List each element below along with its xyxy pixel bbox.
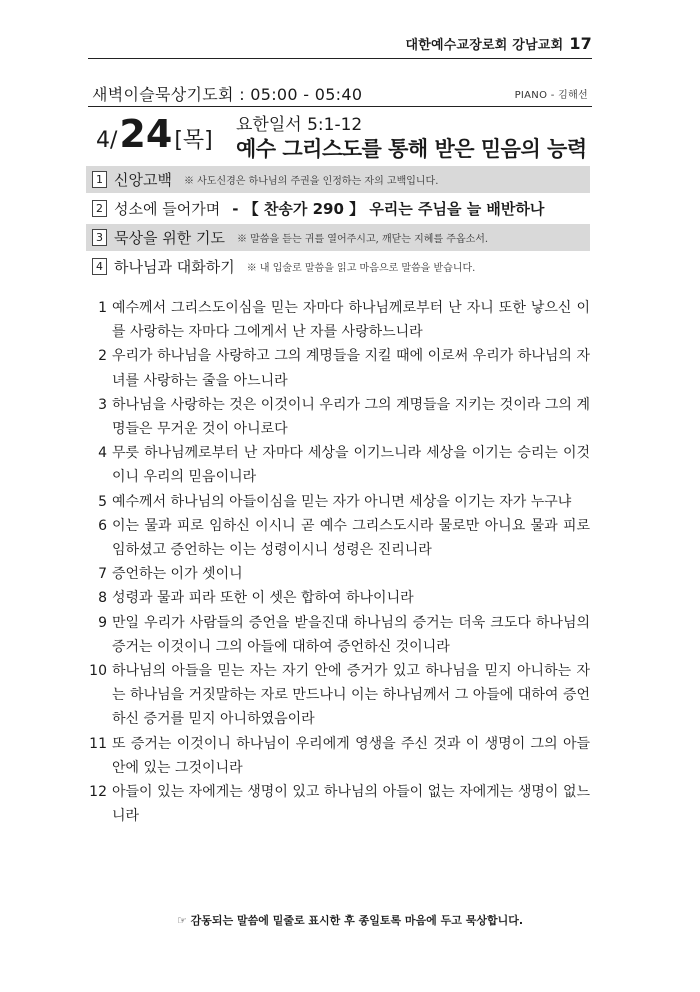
verse	[88, 490, 590, 514]
verse-number: 5	[98, 493, 107, 510]
church-name: 대한예수교장로회 강남교회	[405, 38, 564, 53]
scripture-reference: 요한일서 5:1-12	[236, 115, 363, 135]
verse	[88, 611, 590, 659]
verse-number: 6	[98, 517, 107, 534]
verse	[88, 441, 590, 489]
verse	[88, 732, 590, 780]
page-number: 17	[569, 34, 592, 53]
verse-number: 12	[89, 784, 107, 801]
hymn-title: - 【 찬송가 290 】 우리는 주님을 늘 배반하나	[232, 200, 545, 218]
order-note: ※ 내 입술로 말씀을 읽고 마음으로 말씀을 받습니다.	[246, 263, 476, 274]
verse-number: 8	[98, 590, 107, 607]
verse-text: 예수께서 그리스도이심을 믿는 자마다 하나님께로부터 난 자니 또한 낳으신 이를 사랑하는 자마다 그에게서 난 자를 사랑하느니라	[112, 300, 590, 341]
verse	[88, 780, 590, 828]
order-item-hymn	[86, 195, 590, 222]
order-item-reading	[86, 253, 590, 280]
order-number: 4	[92, 258, 107, 275]
verse-text: 또 증거는 이것이니 하나님이 우리에게 영생을 주신 것과 이 생명이 그의 아들 안에 있는 그것이니라	[112, 735, 590, 776]
verse	[88, 586, 590, 610]
verse-number: 3	[98, 396, 107, 413]
verse	[88, 344, 590, 392]
date-day: 24	[119, 112, 173, 156]
verse-text: 만일 우리가 사람들의 증언을 받을진대 하나님의 증거는 더욱 크도다 하나님의 증거는 이것이니 그의 아들에 대하여 증언하신 것이니라	[112, 614, 590, 655]
verse-text: 무릇 하나님께로부터 난 자마다 세상을 이기느니라 세상을 이기는 승리는 이것이니 우리의 믿음이니라	[112, 445, 590, 486]
order-label: 하나님과 대화하기	[114, 258, 235, 276]
date-weekday: [목]	[174, 128, 213, 153]
order-label: 성소에 들어가며	[114, 200, 221, 218]
order-item-prayer	[86, 224, 590, 251]
order-note: ※ 말씀을 듣는 귀를 열어주시고, 깨닫는 지혜를 주옵소서.	[236, 234, 489, 245]
verse	[88, 514, 590, 562]
verse-text: 증언하는 이가 셋이니	[112, 566, 243, 583]
order-label: 신앙고백	[114, 171, 172, 189]
order-note: ※ 사도신경은 하나님의 주권을 인정하는 자의 고백입니다.	[183, 176, 439, 187]
verse-number: 7	[98, 566, 107, 583]
verse-text: 우리가 하나님을 사랑하고 그의 계명들을 지킬 때에 이로써 우리가 하나님의 자녀를 사랑하는 줄을 아느니라	[112, 348, 590, 389]
order-number: 1	[92, 171, 107, 188]
verse-number: 1	[98, 300, 107, 316]
order-number: 3	[92, 229, 107, 246]
verse-number: 10	[89, 663, 107, 680]
verse	[88, 296, 590, 344]
verse-text: 예수께서 하나님의 아들이심을 믿는 자가 아니면 세상을 이기는 자가 누구냐	[112, 493, 572, 510]
order-item-confession	[86, 166, 590, 193]
order-number: 2	[92, 200, 107, 217]
scripture-text	[88, 296, 590, 828]
verse	[88, 659, 590, 732]
service-title: 새벽이슬묵상기도회 : 05:00 - 05:40	[92, 84, 363, 104]
verse-number: 11	[89, 735, 107, 752]
verse-text: 하나님의 아들을 믿는 자는 자기 안에 증거가 있고 하나님을 믿지 아니하는 자는 하나님을 거짓말하는 자로 만드나니 이는 하나님께서 그 아들에 대하여 증언하신 증거를 믿지 아니하였음이라	[112, 663, 590, 728]
verse-number: 9	[98, 614, 107, 631]
date-block	[96, 112, 213, 160]
date-month: 4/	[96, 128, 118, 153]
service-info	[92, 80, 588, 106]
header-divider	[88, 58, 592, 59]
order-label: 묵상을 위한 기도	[114, 229, 225, 247]
verse-number: 2	[98, 348, 107, 365]
verse-number: 4	[98, 445, 107, 462]
verse	[88, 393, 590, 441]
meditation-instruction: ☞ 감동되는 말씀에 밑줄로 표시한 후 종일토록 마음에 두고 묵상합니다.	[176, 914, 524, 927]
scripture-theme: 예수 그리스도를 통해 받은 믿음의 능력	[236, 137, 587, 161]
service-pianist: PIANO - 김해선	[514, 89, 588, 101]
verse-text: 성령과 물과 피라 또한 이 셋은 합하여 하나이니라	[112, 590, 414, 607]
verse-text: 아들이 있는 자에게는 생명이 있고 하나님의 아들이 없는 자에게는 생명이 없느니라	[112, 784, 590, 825]
verse	[88, 562, 590, 586]
service-divider	[88, 106, 592, 107]
verse-text: 하나님을 사랑하는 것은 이것이니 우리가 그의 계명들을 지키는 것이라 그의 계명들은 무거운 것이 아니로다	[112, 396, 590, 438]
page-header	[406, 34, 593, 53]
verse-text: 이는 물과 피로 임하신 이시니 곧 예수 그리스도시라 물로만 아니요 물과 피로 임하셨고 증언하는 이는 성령이시니 성령은 진리니라	[112, 517, 590, 559]
